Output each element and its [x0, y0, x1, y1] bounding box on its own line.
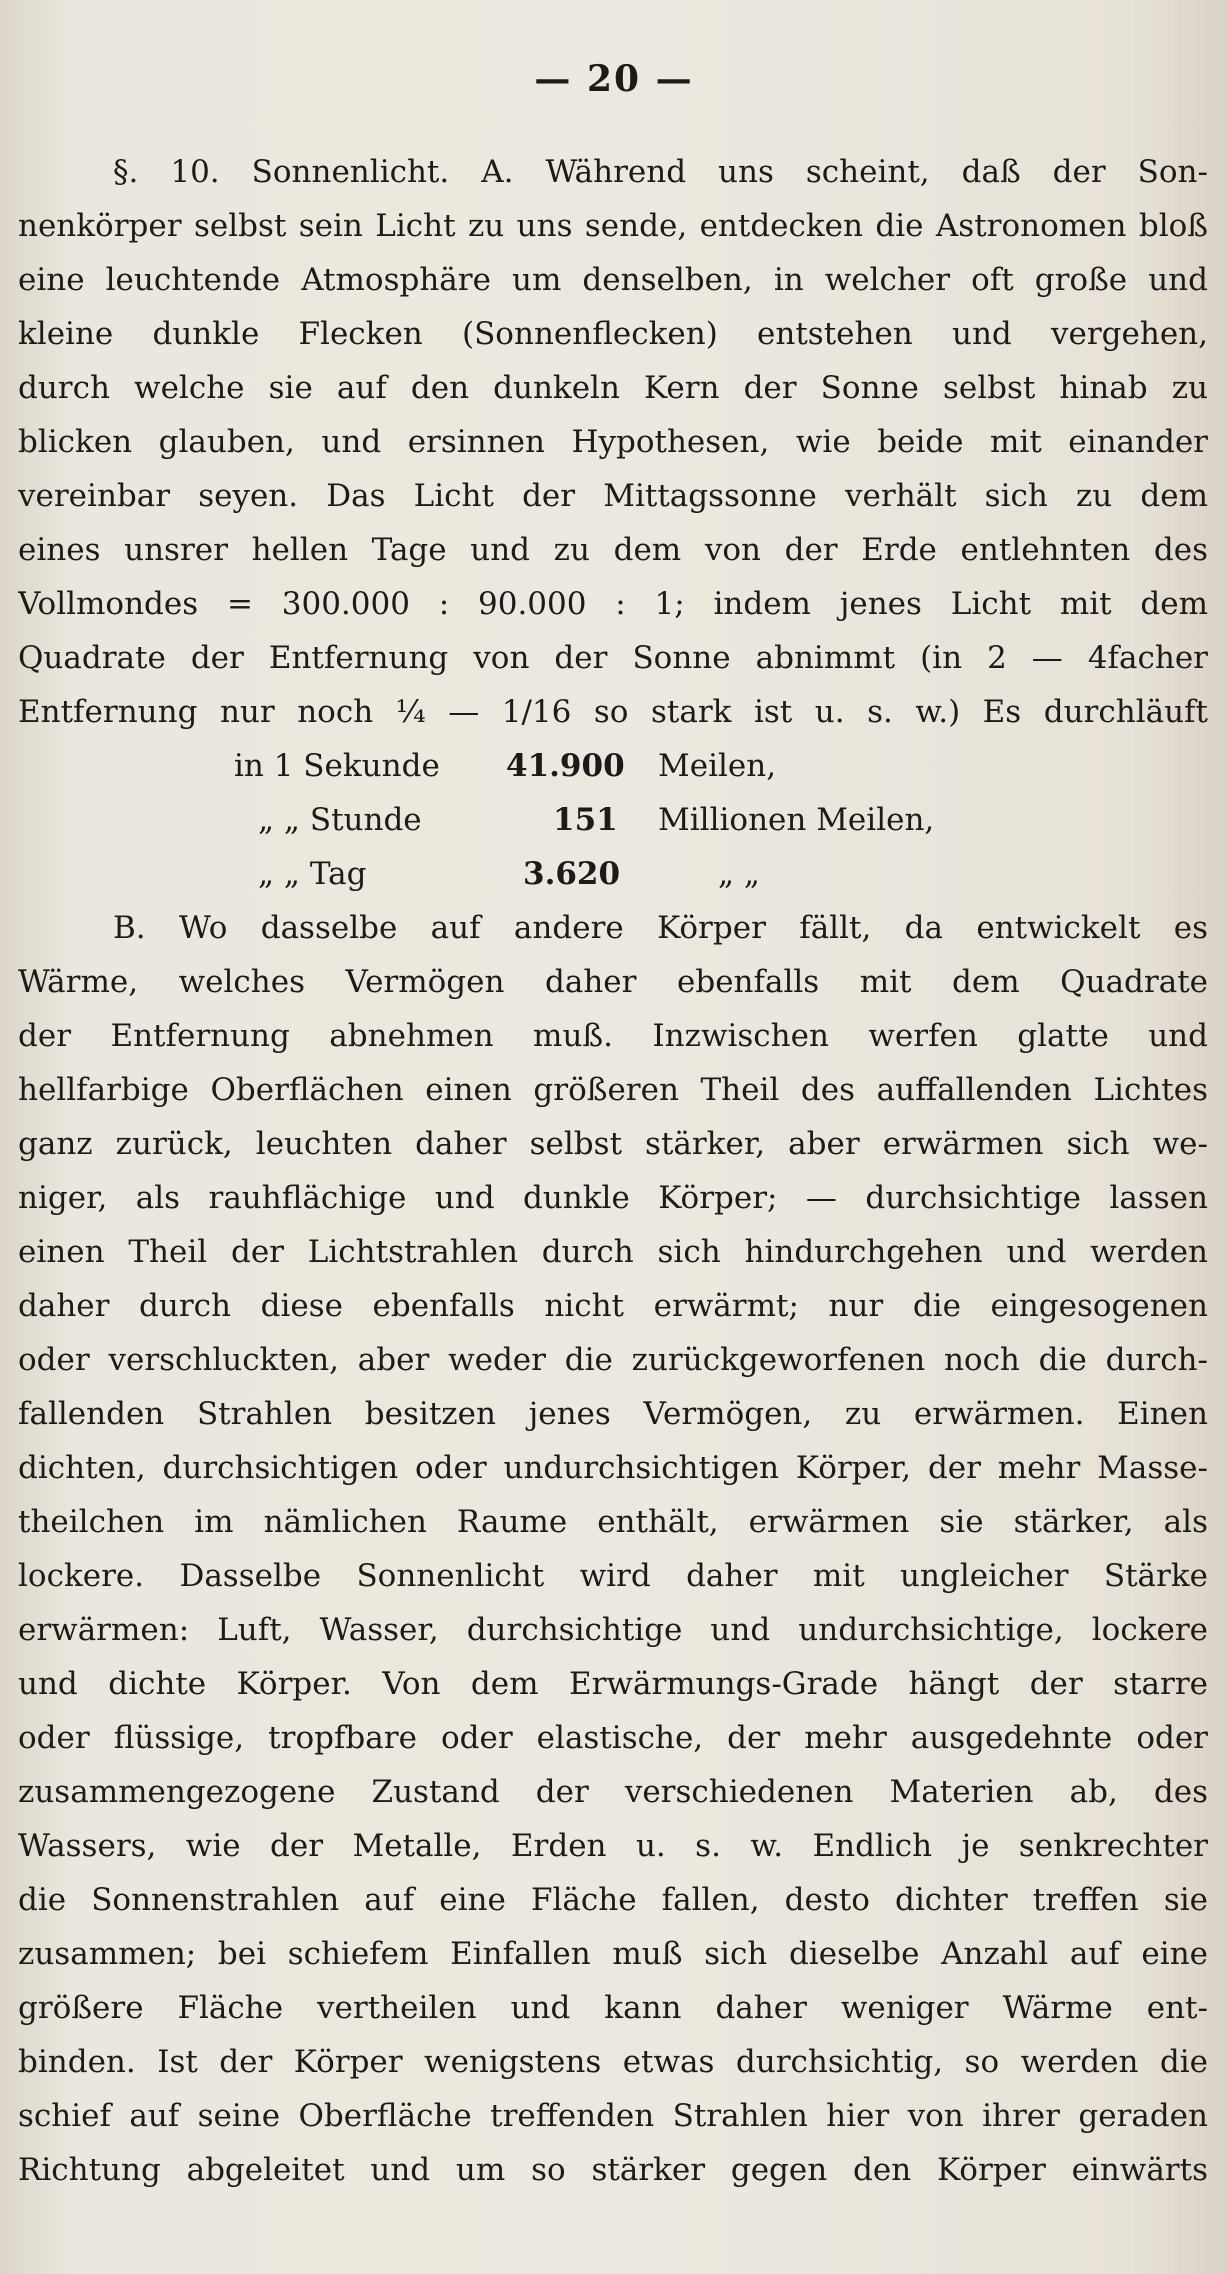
paragraph-line: vereinbar seyen. Das Licht der Mittagssonne verhält sich zu dem	[18, 478, 1208, 514]
paragraph-line: Entfernung nur noch ¼ — 1/16 so stark ist u. s. w.) Es durchläuft	[18, 694, 1208, 730]
paragraph-line: Richtung abgeleitet und um so stärker gegen den Körper einwärts	[18, 2152, 1208, 2188]
paragraph-line: erwärmen: Luft, Wasser, durchsichtige und undurchsichtige, lockere	[18, 1612, 1208, 1648]
paragraph-line: Vollmondes = 300.000 : 90.000 : 1; indem jenes Licht mit dem	[18, 586, 1208, 622]
paragraph-line: blicken glauben, und ersinnen Hypothesen, wie beide mit einander	[18, 424, 1208, 460]
speed-unit: „ „ Tag	[258, 856, 367, 892]
paragraph-line: eine leuchtende Atmosphäre um denselben, in welcher oft große und	[18, 262, 1208, 298]
page-body	[18, 145, 1208, 2197]
paragraph-line: eines unsrer hellen Tage und zu dem von der Erde entlehnten des	[18, 532, 1208, 568]
speed-unit: in 1 Sekunde	[234, 748, 440, 784]
paragraph-line: oder verschluckten, aber weder die zurückgeworfenen noch die durch-	[18, 1342, 1208, 1378]
paragraph-line: fallenden Strahlen besitzen jenes Vermögen, zu erwärmen. Einen	[18, 1396, 1208, 1432]
speed-table-row	[18, 847, 1208, 901]
paragraph-line: theilchen im nämlichen Raume enthält, erwärmen sie stärker, als	[18, 1504, 1208, 1540]
paragraph-line: Quadrate der Entfernung von der Sonne abnimmt (in 2 — 4facher	[18, 640, 1208, 676]
paragraph-line: lockere. Dasselbe Sonnenlicht wird daher mit ungleicher Stärke	[18, 1558, 1208, 1594]
page-number: — 20 —	[534, 58, 694, 100]
paragraph-line: B. Wo dasselbe auf andere Körper fällt, da entwickelt es	[113, 910, 1208, 946]
paragraph-line: zusammen; bei schiefem Einfallen muß sich dieselbe Anzahl auf eine	[18, 1936, 1208, 1972]
paragraph-line: der Entfernung abnehmen muß. Inzwischen werfen glatte und	[18, 1018, 1208, 1054]
paragraph-line: Wärme, welches Vermögen daher ebenfalls mit dem Quadrate	[18, 964, 1208, 1000]
paragraph-line: Wassers, wie der Metalle, Erden u. s. w. Endlich je senkrechter	[18, 1828, 1208, 1864]
paragraph-line: oder flüssige, tropfbare oder elastische, der mehr ausgedehnte oder	[18, 1720, 1208, 1756]
paragraph-line: die Sonnenstrahlen auf eine Fläche fallen, desto dichter treffen sie	[18, 1882, 1208, 1918]
paragraph-line: nenkörper selbst sein Licht zu uns sende, entdecken die Astronomen bloß	[18, 208, 1208, 244]
paragraph-line: ganz zurück, leuchten daher selbst stärker, aber erwärmen sich we-	[18, 1126, 1208, 1162]
paragraph-line: hellfarbige Oberflächen einen größeren Theil des auffallenden Lichtes	[18, 1072, 1208, 1108]
speed-table-row	[18, 793, 1208, 847]
paragraph-line: größere Fläche vertheilen und kann daher weniger Wärme ent-	[18, 1990, 1208, 2026]
paragraph-line: dichten, durchsichtigen oder undurchsichtigen Körper, der mehr Masse-	[18, 1450, 1208, 1486]
speed-value: 151	[553, 802, 618, 838]
paragraph-line: schief auf seine Oberfläche treffenden Strahlen hier von ihrer geraden	[18, 2098, 1208, 2134]
paragraph-line: kleine dunkle Flecken (Sonnenflecken) entstehen und vergehen,	[18, 316, 1208, 352]
paragraph-line: binden. Ist der Körper wenigstens etwas durchsichtig, so werden die	[18, 2044, 1208, 2080]
paragraph-line: durch welche sie auf den dunkeln Kern der Sonne selbst hinab zu	[18, 370, 1208, 406]
speed-measure: „ „	[718, 856, 760, 892]
paragraph-line: daher durch diese ebenfalls nicht erwärmt; nur die eingesogenen	[18, 1288, 1208, 1324]
paragraph-line: niger, als rauhflächige und dunkle Körper; — durchsichtige lassen	[18, 1180, 1208, 1216]
speed-value: 41.900	[506, 748, 625, 784]
speed-measure: Meilen,	[658, 748, 777, 784]
speed-value: 3.620	[523, 856, 621, 892]
paragraph-line: zusammengezogene Zustand der verschiedenen Materien ab, des	[18, 1774, 1208, 1810]
paragraph-line: und dichte Körper. Von dem Erwärmungs-Grade hängt der starre	[18, 1666, 1208, 1702]
speed-unit: „ „ Stunde	[258, 802, 422, 838]
speed-table-row	[18, 739, 1208, 793]
paragraph-line: §. 10. Sonnenlicht. A. Während uns scheint, daß der Son-	[113, 154, 1208, 190]
paragraph-line: einen Theil der Lichtstrahlen durch sich hindurchgehen und werden	[18, 1234, 1208, 1270]
speed-measure: Millionen Meilen,	[658, 802, 935, 838]
